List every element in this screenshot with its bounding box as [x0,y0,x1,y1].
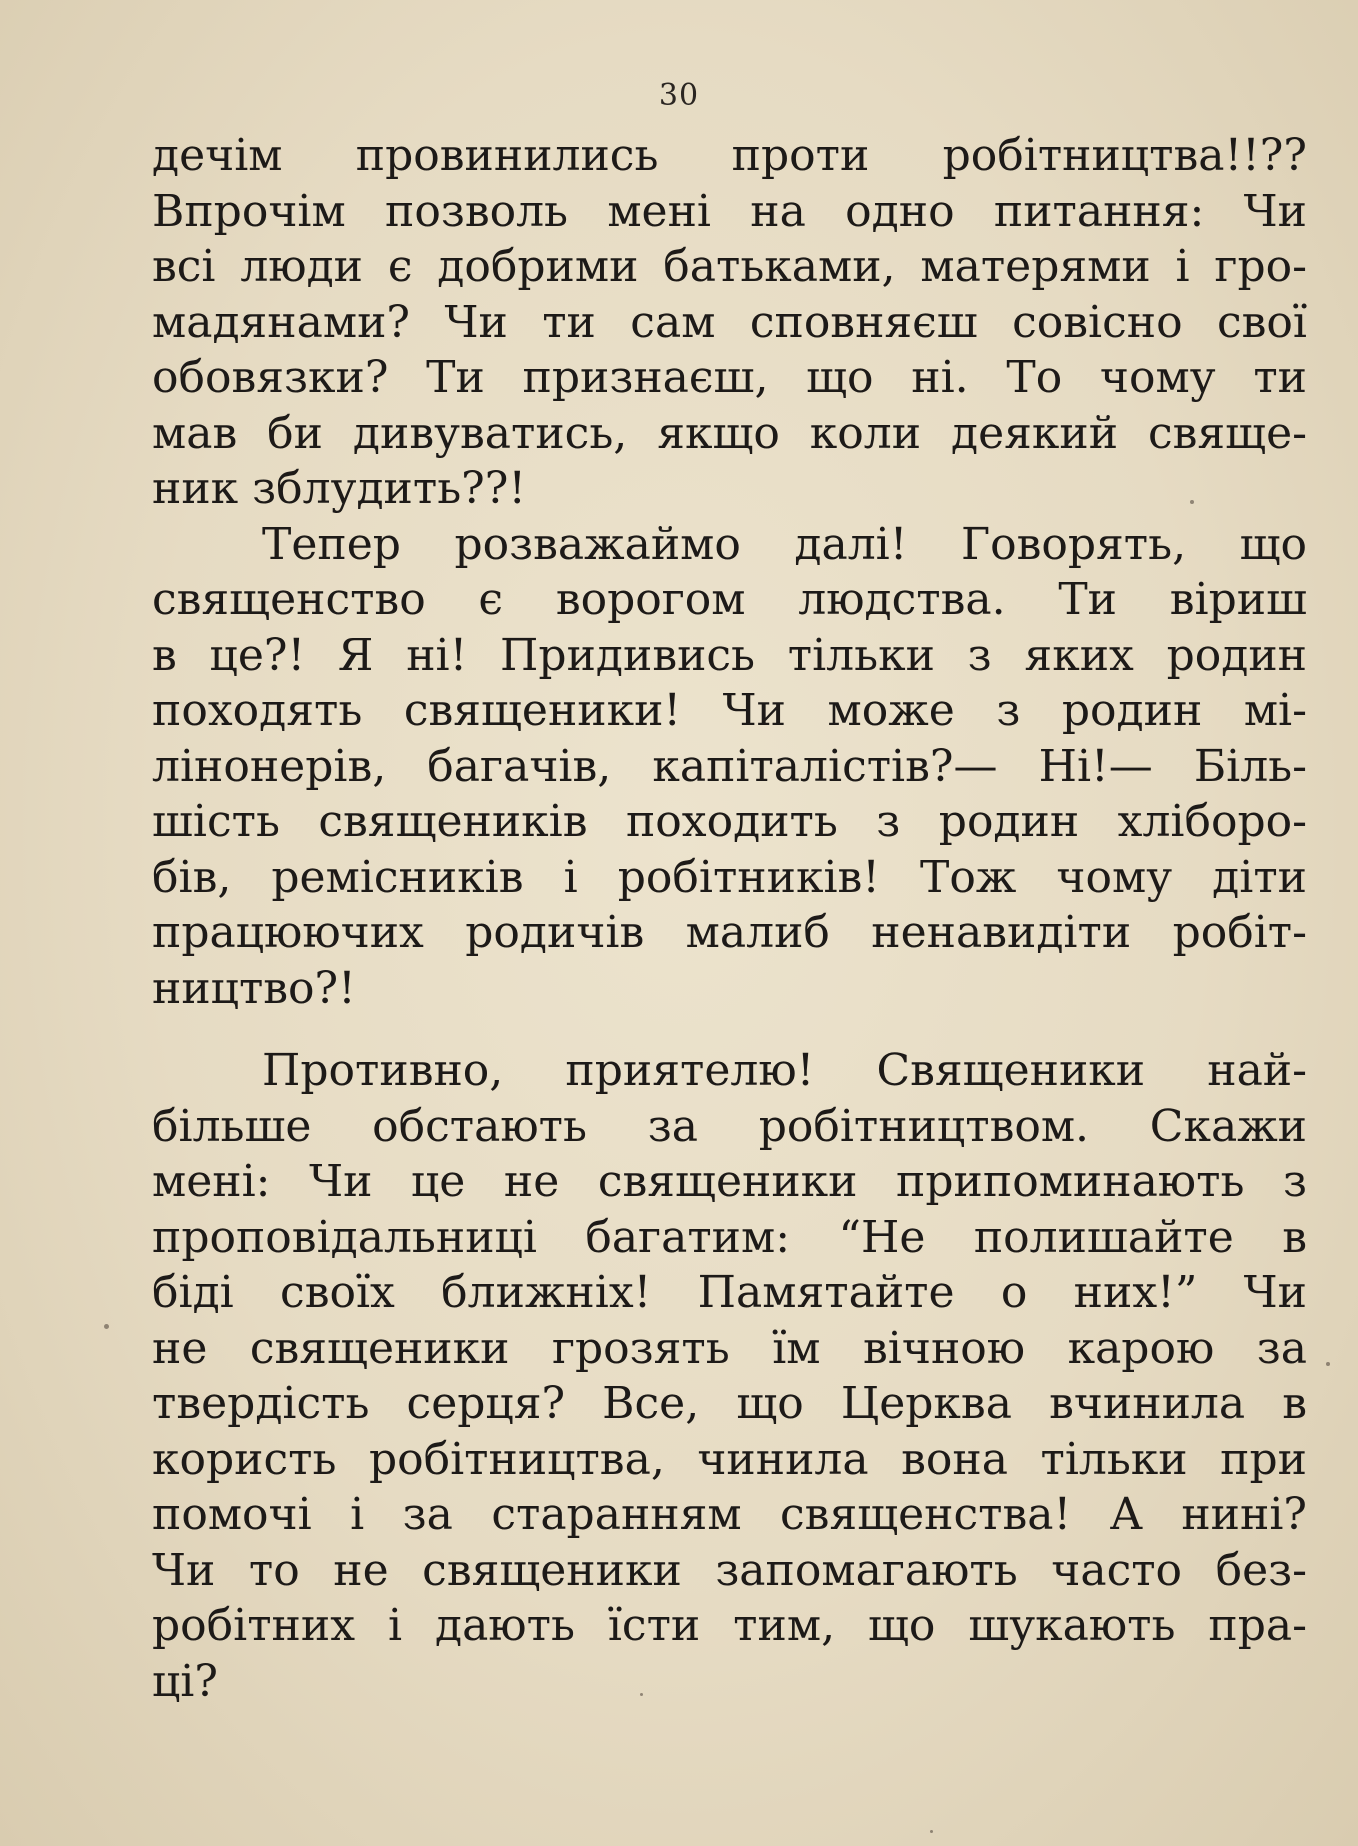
text-line: Тепер розважаймо далі! Говорять, що [262,518,1307,570]
text-line: лінонерів, багачів, капіталістів?— Ні!— Біль- [152,740,1307,792]
paper-speck [640,1693,643,1696]
text-line: ництво?! [152,962,356,1014]
text-line: проповідальниці багатим: “Не полишайте в [152,1211,1307,1263]
text-line: не священики грозять їм вічною карою за [152,1322,1307,1374]
text-line: мав би дивуватись, якщо коли деякий свяще- [152,407,1307,459]
text-line: священство є ворогом людства. Ти віриш [152,574,1307,625]
text-line: мадянами? Чи ти сам сповняєш совісно свої [152,296,1307,348]
page-number: 30 [658,78,700,113]
text-line: в це?! Я ні! Придивись тільки з яких родин [152,629,1307,681]
paragraph-1 [152,128,1307,517]
text-line: походять священики! Чи може з родин мі- [152,685,1307,736]
text-line: мені: Чи це не священики припоминають з [152,1156,1307,1207]
text-line: дечім провинились проти робітництва!!?? [152,130,1307,181]
text-line: користь робітництва, чинила вона тільки при [152,1433,1307,1485]
text-line: Впрочім позволь мені на одно питання: Чи [152,185,1307,237]
paragraph-2 [152,517,1307,1017]
paper-speck [104,1324,109,1329]
text-line: помочі і за старанням священства! А нині? [152,1489,1307,1540]
paper-speck [1326,1362,1330,1366]
paragraph-3 [152,1043,1307,1709]
paper-speck [1190,500,1194,504]
text-line: робітних і дають їсти тим, що шукають пра- [152,1600,1307,1651]
text-line: біді своїх ближніх! Памятайте о них!” Чи [152,1267,1307,1318]
text-line: більше обстають за робітництвом. Скажи [152,1100,1307,1152]
text-line: бів, ремісників і робітників! Тож чому діти [152,851,1307,903]
text-line: Противно, приятелю! Священики най- [262,1045,1307,1096]
text-line: працюючих родичів малиб ненавидіти робіт- [152,907,1307,958]
text-line: ці? [152,1655,218,1707]
paragraph-gap [152,1016,1307,1043]
text-line: твердість серця? Все, що Церква вчинила в [152,1378,1307,1429]
body-text [152,128,1307,1709]
paper-speck [930,1830,933,1833]
text-line: Чи то не священики запомагають часто без- [152,1544,1307,1596]
text-line: обовязки? Ти признаєш, що ні. То чому ти [152,352,1307,403]
text-line: ник зблудить??! [152,463,527,514]
text-line: шість священиків походить з родин хліборо- [152,796,1307,847]
text-line: всі люди є добрими батьками, матерями і гро- [152,241,1307,292]
